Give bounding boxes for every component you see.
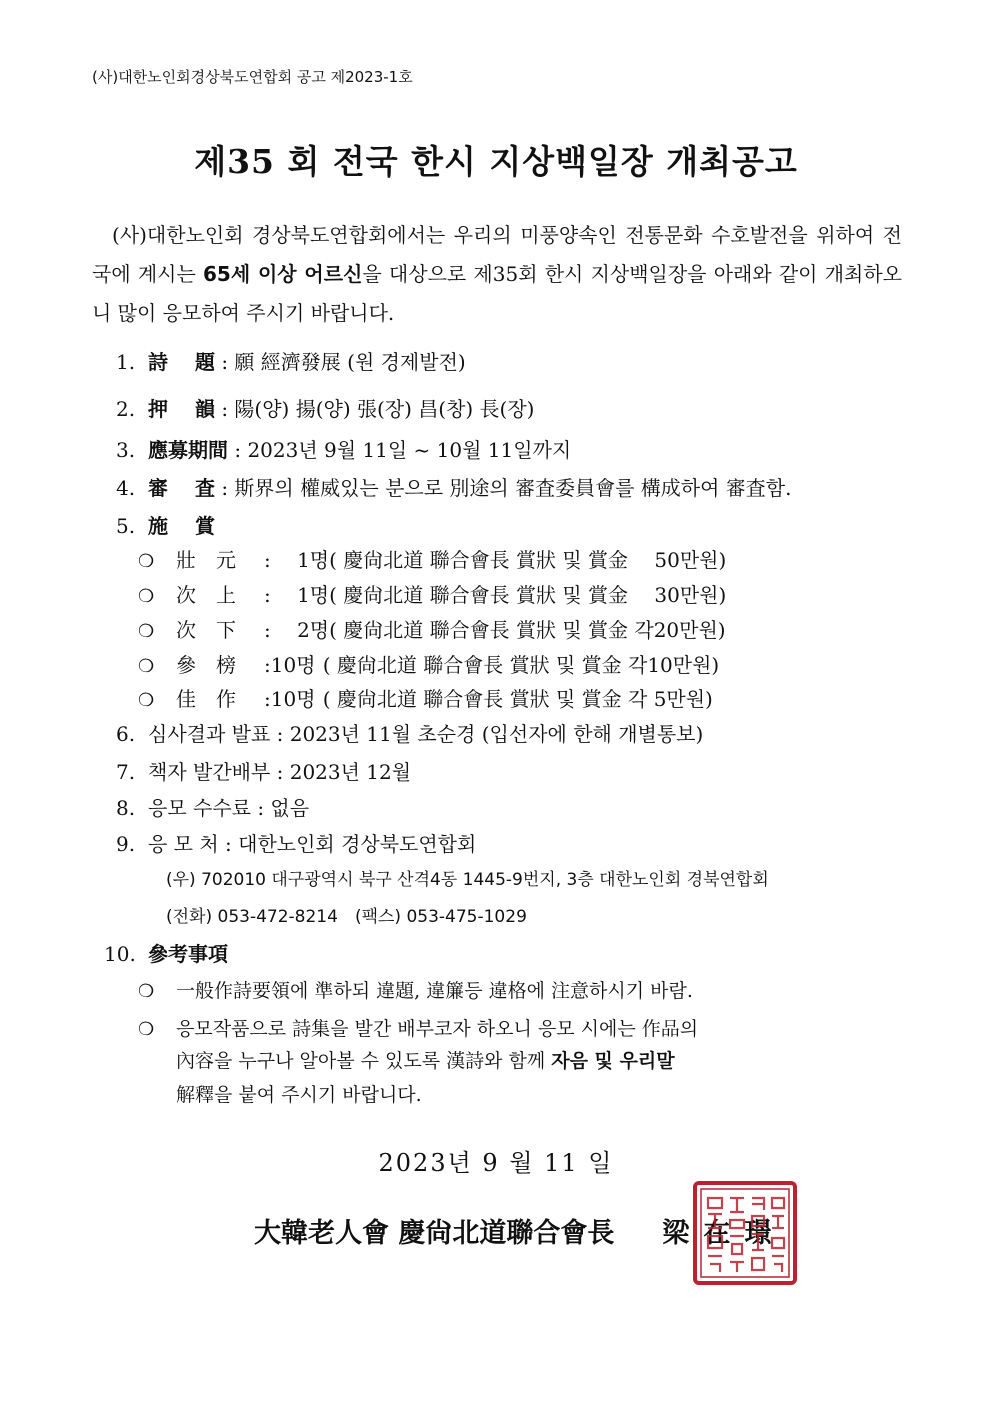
item-publication: 7. 책자 발간배부 : 2023년 12월 (116, 760, 412, 784)
intro-text-1: (사)대한노인회 경상북도연합회에서는 우리의 미풍양속인 전통문화 수호발전을 위하여 전국에 계시는 (92, 223, 902, 286)
circle-bullet-icon: ❍ (138, 690, 155, 711)
item-application-fee: 8. 응모 수수료 : 없음 (116, 796, 310, 820)
item-rhyme: 2. 押 韻 : 陽(양) 揚(양) 張(장) 昌(창) 長(장) (116, 397, 535, 421)
reference-note-continued: 解釋을 붙여 주시기 바랍니다. (176, 1084, 422, 1106)
item-poem-title: 1. 詩 題 : 願 經濟發展 (원 경제발전) (116, 350, 466, 374)
award-row: ❍ 壯 元 : 1명( 慶尙北道 聯合會長 賞狀 및 賞金 50만원) (138, 548, 727, 572)
postal-address: (우) 702010 대구광역시 북구 산격4동 1445-9번지, 3층 대한노인회 경북연합회 (166, 870, 769, 890)
item-references-heading: 10. 參考事項 (104, 942, 228, 966)
official-seal-icon (692, 1180, 798, 1286)
intro-text-2: 을 대상으로 제35회 한시 지상백일장을 아래와 같이 개최하오니 많이 응모하여 주시기 바랍니다. (92, 262, 902, 325)
item-result-announcement: 6. 심사결과 발표 : 2023년 11월 초순경 (입선자에 한해 개별통보) (116, 722, 704, 746)
signature-org: 大韓老人會 慶尙北道聯合會長 (254, 1218, 615, 1249)
intro-paragraph (92, 216, 902, 333)
circle-bullet-icon: ❍ (138, 981, 155, 1002)
circle-bullet-icon: ❍ (138, 551, 155, 572)
item-submission-address: 9. 응 모 처 : 대한노인회 경상북도연합회 (116, 832, 477, 856)
intro-highlight: 65세 이상 어르신 (203, 262, 363, 286)
award-row: ❍ 次 下 : 2명( 慶尙北道 聯合會長 賞狀 및 賞金 각20만원) (138, 618, 726, 642)
circle-bullet-icon: ❍ (138, 586, 155, 607)
page-title: 제35 회 전국 한시 지상백일장 개최공고 (194, 142, 798, 181)
item-judging: 4. 審 査 : 斯界의 權威있는 분으로 別途의 審査委員會를 構成하여 審査함. (116, 476, 792, 500)
item-awards-heading: 5. 施 賞 (116, 514, 215, 538)
circle-bullet-icon: ❍ (138, 621, 155, 642)
award-row: ❍ 佳 作 :10명 ( 慶尙北道 聯合會長 賞狀 및 賞金 각 5만원) (138, 687, 713, 711)
circle-bullet-icon: ❍ (138, 1019, 155, 1040)
phone-fax: (전화) 053-472-8214 (팩스) 053-475-1029 (166, 907, 527, 927)
announcement-date: 2023년 9 월 11 일 (378, 1149, 614, 1177)
award-row: ❍ 參 榜 :10명 ( 慶尙北道 聯合會長 賞狀 및 賞金 각10만원) (138, 653, 720, 677)
circle-bullet-icon: ❍ (138, 656, 155, 677)
notice-reference-number: (사)대한노인회경상북도연합회 공고 제2023-1호 (92, 68, 413, 86)
reference-note: ❍ 一般作詩要領에 準하되 違題, 違簾등 違格에 注意하시기 바람. (138, 980, 693, 1002)
item-application-period: 3. 應募期間 : 2023년 9월 11일 ~ 10월 11일까지 (116, 438, 572, 462)
reference-note-continued: 內容을 누구나 알아볼 수 있도록 漢詩와 함께 자음 및 우리말 (176, 1050, 675, 1072)
reference-note: ❍ 응모작품으로 詩集을 발간 배부코자 하오니 응모 시에는 作品의 (138, 1018, 699, 1040)
award-row: ❍ 次 上 : 1명( 慶尙北道 聯合會長 賞狀 및 賞金 30만원) (138, 583, 727, 607)
signature-name: 梁在璟 (662, 1218, 786, 1249)
